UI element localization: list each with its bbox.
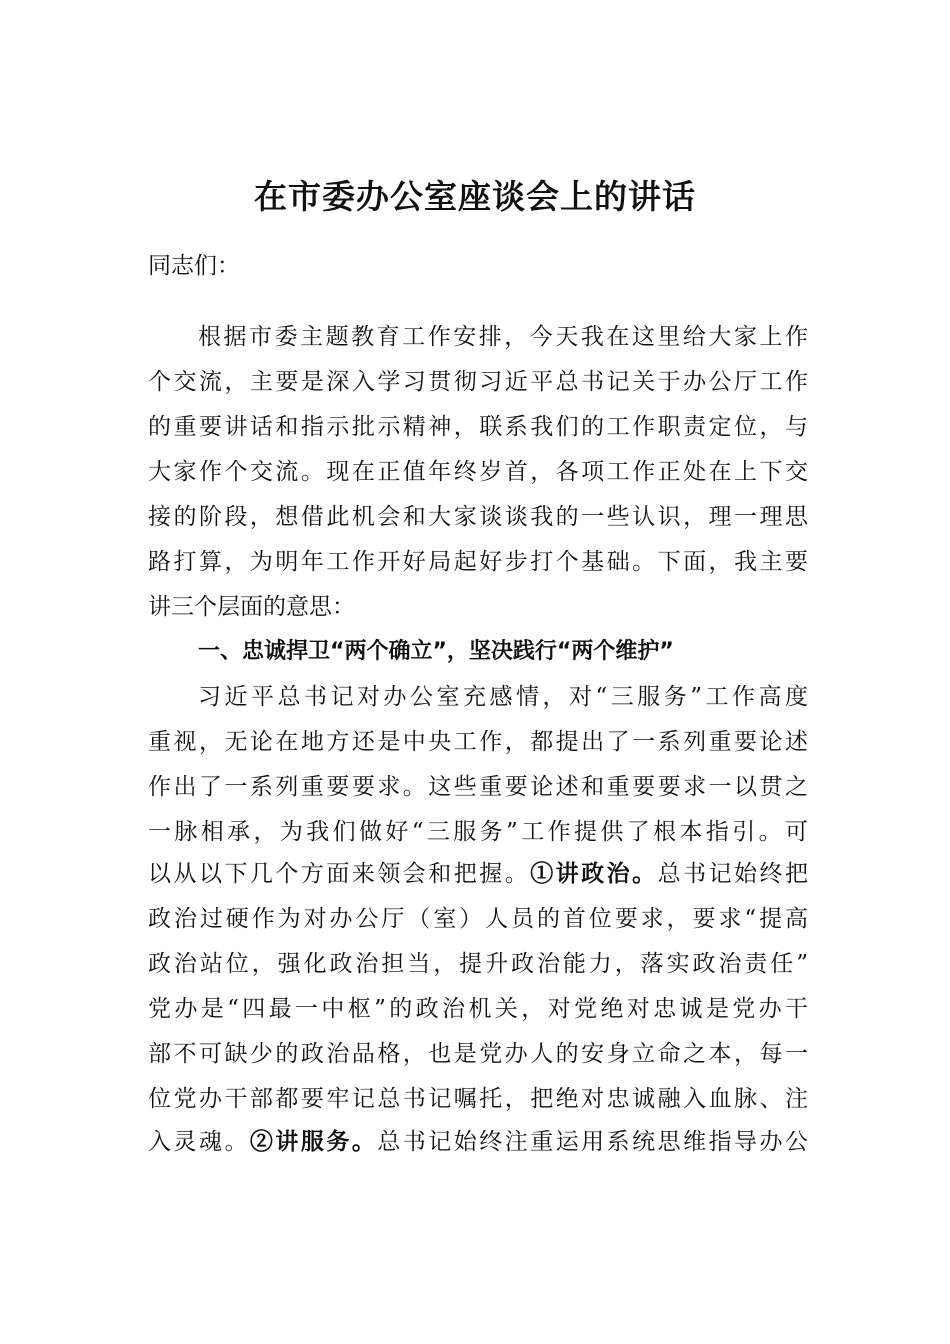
paragraph-line: 政治过硬作为对办公厅（室）人员的首位要求，要求“提高 — [148, 906, 808, 932]
paragraph-line: 讲三个层面的意思： — [148, 594, 355, 620]
paragraph-line: 个交流，主要是深入学习贯彻习近平总书记关于办公厅工作 — [148, 369, 808, 395]
text-run: 以从以下几个方面来领会和把握。 — [148, 861, 531, 887]
paragraph-line: 重视，无论在地方还是中央工作，都提出了一系列重要论述 — [148, 729, 808, 755]
paragraph-line: 党办是“四最一中枢”的政治机关，对党绝对忠诚是党办干 — [148, 996, 808, 1022]
bold-keyword-politics: ①讲政治。 — [530, 860, 658, 887]
paragraph-line — [148, 1120, 808, 1164]
paragraph-line: 的重要讲话和指示批示精神，联系我们的工作职责定位，与 — [148, 414, 808, 440]
text-run: 总书记始终注重运用系统思维指导办公 — [377, 1129, 808, 1155]
bold-keyword-service: ②讲服务。 — [249, 1128, 378, 1155]
document-title: 在市委办公室座谈会上的讲话 — [254, 177, 696, 216]
paragraph-line: 根据市委主题教育工作安排，今天我在这里给大家上作 — [198, 324, 808, 350]
paragraph-line: 大家作个交流。现在正值年终岁首，各项工作正处在上下交 — [148, 459, 808, 485]
paragraph-line — [148, 852, 808, 896]
paragraph-line: 位党办干部都要牢记总书记嘱托，把绝对忠诚融入血脉、注 — [148, 1086, 808, 1112]
paragraph-line: 部不可缺少的政治品格，也是党办人的安身立命之本，每一 — [148, 1041, 808, 1067]
paragraph-line: 一脉相承，为我们做好“三服务”工作提供了根本指引。可 — [148, 819, 808, 845]
paragraph-line: 作出了一系列重要要求。这些重要论述和重要要求一以贯之 — [148, 774, 808, 800]
text-run: 入灵魂。 — [148, 1129, 250, 1155]
paragraph-line: 政治站位，强化政治担当，提升政治能力，落实政治责任” — [148, 951, 808, 977]
paragraph-line: 接的阶段，想借此机会和大家谈谈我的一些认识，理一理思 — [148, 504, 808, 530]
section-heading: 一、忠诚捍卫“两个确立”，坚决践行“两个维护” — [198, 639, 674, 664]
salutation: 同志们： — [148, 253, 240, 279]
text-run: 总书记始终把 — [657, 861, 808, 887]
paragraph-line: 路打算，为明年工作开好局起好步打个基础。下面，我主要 — [148, 549, 808, 575]
paragraph-line: 习近平总书记对办公室充感情，对“三服务”工作高度 — [198, 684, 808, 710]
